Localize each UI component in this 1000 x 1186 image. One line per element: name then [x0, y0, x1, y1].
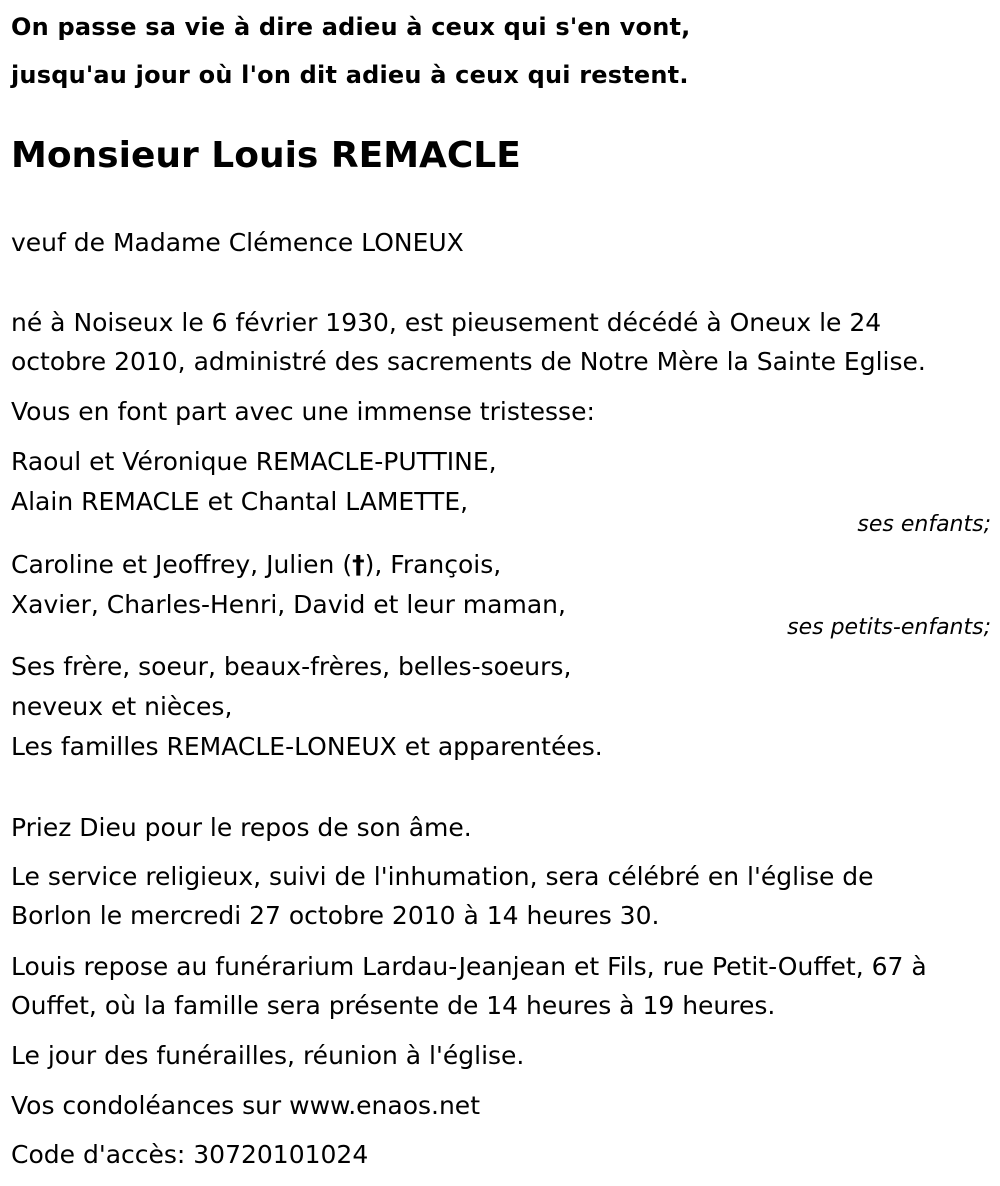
grandchildren-line-1 — [11, 550, 501, 580]
quote-line-2: jusqu'au jour où l'on dit adieu à ceux qui restent. — [11, 61, 689, 89]
children-line-1: Raoul et Véronique REMACLE-PUTTINE, — [11, 447, 497, 476]
family-line-1: Ses frère, soeur, beaux-frères, belles-soeurs, — [11, 652, 572, 681]
funerarium-line-1: Louis repose au funérarium Lardau-Jeanjean et Fils, rue Petit-Ouffet, 67 à — [11, 952, 927, 981]
service-line-1: Le service religieux, suivi de l'inhumation, sera célébré en l'église de — [11, 862, 874, 891]
grandchildren-line-2: Xavier, Charles-Henri, David et leur maman, — [11, 590, 566, 619]
service-line-2: Borlon le mercredi 27 octobre 2010 à 14 heures 30. — [11, 901, 660, 930]
quote-line-1: On passe sa vie à dire adieu à ceux qui s'en vont, — [11, 13, 691, 41]
children-relation: ses enfants; — [857, 512, 991, 537]
biography-line-2: octobre 2010, administré des sacrements de Notre Mère la Sainte Eglise. — [11, 347, 926, 376]
access-code-line: Code d'accès: 30720101024 — [11, 1140, 369, 1169]
family-line-2: neveux et nièces, — [11, 692, 233, 721]
announcement-line: Vous en font part avec une immense tristesse: — [11, 397, 595, 426]
biography-line-1: né à Noiseux le 6 février 1930, est pieusement décédé à Oneux le 24 — [11, 308, 882, 337]
funerarium-line-2: Ouffet, où la famille sera présente de 14 heures à 19 heures. — [11, 991, 776, 1020]
grandchildren-line-1-start: Caroline et Jeoffrey, Julien ( — [11, 550, 353, 579]
spouse-line: veuf de Madame Clémence LONEUX — [11, 228, 464, 257]
cross-icon: † — [352, 550, 365, 579]
prayer-line: Priez Dieu pour le repos de son âme. — [11, 813, 472, 842]
deceased-name: Monsieur Louis REMACLE — [11, 135, 521, 176]
family-line-3: Les familles REMACLE-LONEUX et apparentées. — [11, 732, 603, 761]
meeting-line: Le jour des funérailles, réunion à l'église. — [11, 1041, 525, 1070]
grandchildren-relation: ses petits-enfants; — [787, 615, 991, 640]
children-line-2: Alain REMACLE et Chantal LAMETTE, — [11, 487, 469, 516]
condolences-line: Vos condoléances sur www.enaos.net — [11, 1091, 480, 1120]
grandchildren-line-1-end: ), François, — [364, 550, 502, 579]
